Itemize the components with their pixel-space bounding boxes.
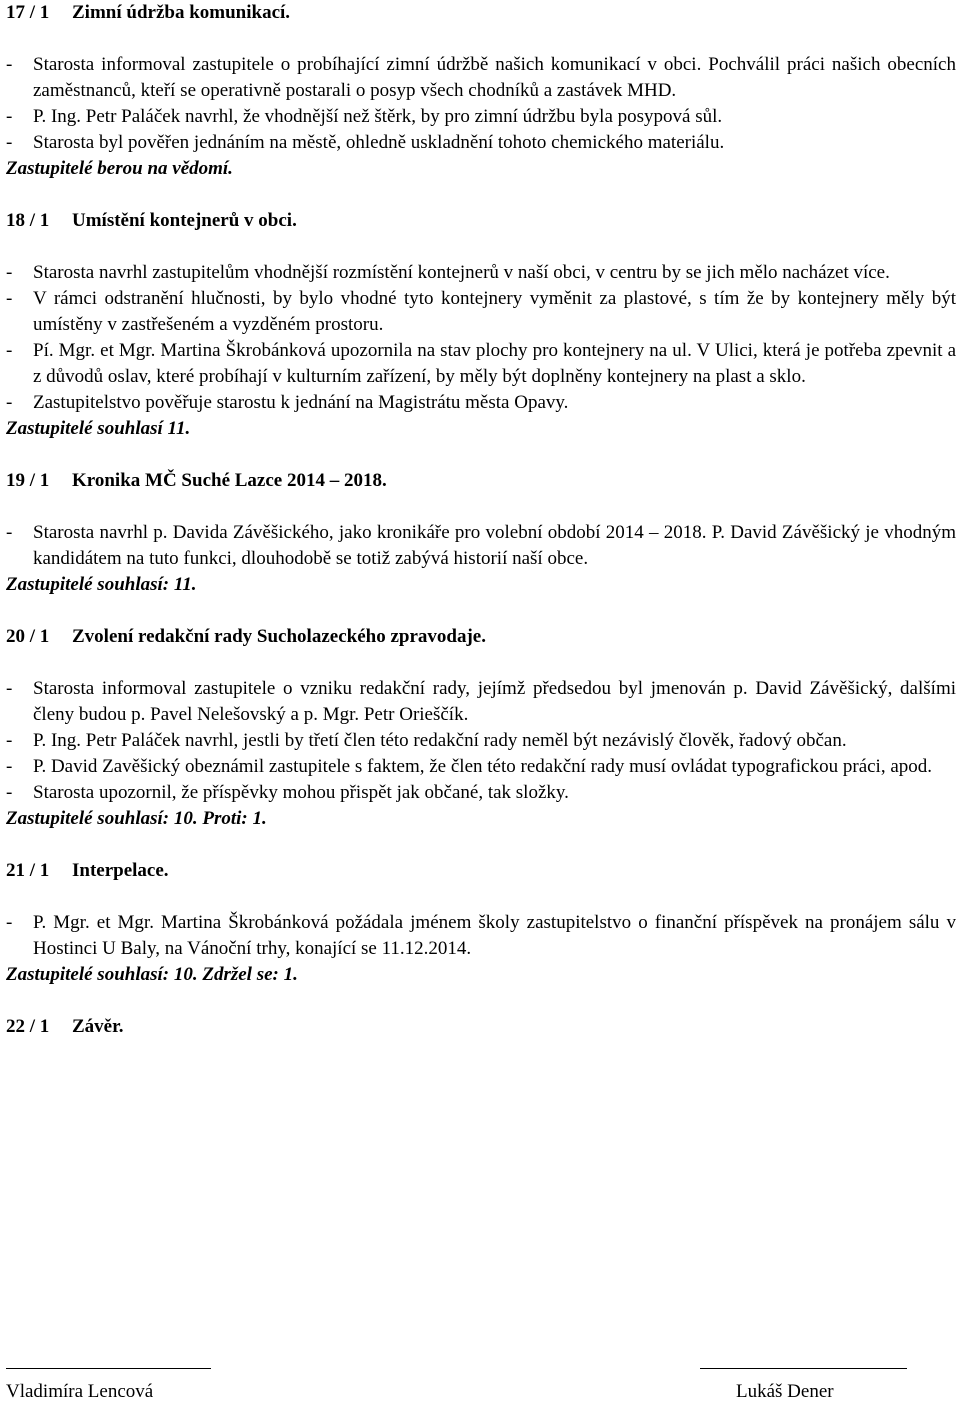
item-text: Starosta navrhl zastupitelům vhodnější rozmístění kontejnerů v naší obci, v centru by se jich mělo nacházet více. (33, 262, 890, 283)
bullet-dash: - (6, 340, 13, 361)
section-heading (6, 624, 956, 650)
item-text: V rámci odstranění hlučnosti, by bylo vhodné tyto kontejnery vyměnit za plastové, s tím že by kontejnery měly být umístěny v zastřešeném a vyzděném prostoru. (33, 288, 956, 335)
section-title: Umístění kontejnerů v obci. (72, 210, 297, 231)
bullet-dash: - (6, 756, 13, 777)
bullet-dash: - (6, 288, 13, 309)
list-item (6, 676, 956, 728)
section-title: Interpelace. (72, 860, 169, 881)
section-number: 21 / 1 (6, 860, 50, 881)
item-text: Starosta informoval zastupitele o vzniku redakční rady, jejímž předsedou byl jmenován p. David Závěšický, dalšími členy budou p. Pavel Nelešovský a p. Mgr. Petr Orieščík. (33, 678, 956, 725)
section-heading (6, 208, 956, 234)
bullet-dash: - (6, 912, 13, 933)
bullet-dash: - (6, 522, 13, 543)
section-20 (6, 624, 956, 832)
section-number: 22 / 1 (6, 1016, 50, 1037)
section-verdict: Zastupitelé souhlasí 11. (6, 418, 191, 439)
item-text: Starosta navrhl p. Davida Závěšického, jako kronikáře pro volební období 2014 – 2018. P. David Závěšický je vhodným kandidátem na tuto funkci, dlouhodobě se totiž zabývá historií naší obce. (33, 522, 956, 569)
section-verdict: Zastupitelé souhlasí: 10. Proti: 1. (6, 808, 267, 829)
item-text: P. Ing. Petr Paláček navrhl, že vhodnější než štěrk, by pro zimní údržbu byla posypová sůl. (33, 106, 723, 127)
section-number: 17 / 1 (6, 2, 50, 23)
signature-name: Lukáš Dener (736, 1381, 834, 1402)
section-heading (6, 0, 956, 26)
bullet-dash: - (6, 106, 13, 127)
section-number: 20 / 1 (6, 626, 50, 647)
signature-line (6, 1368, 211, 1369)
section-heading (6, 468, 956, 494)
list-item (6, 728, 956, 754)
item-text: Pí. Mgr. et Mgr. Martina Škrobánková upozornila na stav plochy pro kontejnery na ul. V Ulici, která je potřeba zpevnit a z důvodů oslav, které probíhají v kulturním zařízení, by měly být doplněny kontejnery na plast a sklo. (33, 340, 956, 387)
section-verdict: Zastupitelé souhlasí: 10. Zdržel se: 1. (6, 964, 298, 985)
bullet-dash: - (6, 782, 13, 803)
section-heading (6, 1014, 956, 1040)
list-item (6, 52, 956, 104)
bullet-dash: - (6, 54, 13, 75)
list-item (6, 910, 956, 962)
list-item (6, 754, 956, 780)
section-number: 18 / 1 (6, 210, 50, 231)
item-text: P. Mgr. et Mgr. Martina Škrobánková požádala jménem školy zastupitelstvo o finanční příspěvek na pronájem sálu v Hostinci U Baly, na Vánoční trhy, konající se 11.12.2014. (33, 912, 956, 959)
list-item (6, 390, 956, 416)
item-text: Zastupitelstvo pověřuje starostu k jednání na Magistrátu města Opavy. (33, 392, 569, 413)
section-17 (6, 0, 956, 182)
section-22 (6, 1014, 956, 1040)
signature-line (700, 1368, 907, 1369)
item-text: Starosta informoval zastupitele o probíhající zimní údržbě našich komunikací v obci. Pochválil práci našich obecních zaměstnanců, kteří se operativně postarali o posyp všech chodníků a zastávek MHD. (33, 54, 956, 101)
section-21 (6, 858, 956, 988)
signature-right (700, 1368, 930, 1405)
list-item (6, 338, 956, 390)
section-heading (6, 858, 956, 884)
section-verdict: Zastupitelé berou na vědomí. (6, 158, 233, 179)
bullet-dash: - (6, 730, 13, 751)
section-19 (6, 468, 956, 598)
list-item (6, 520, 956, 572)
bullet-dash: - (6, 132, 13, 153)
section-title: Zvolení redakční rady Sucholazeckého zpravodaje. (72, 626, 486, 647)
list-item (6, 780, 956, 806)
list-item (6, 286, 956, 338)
list-item (6, 130, 956, 156)
section-title: Kronika MČ Suché Lazce 2014 – 2018. (72, 470, 387, 491)
bullet-dash: - (6, 392, 13, 413)
section-title: Závěr. (72, 1016, 124, 1037)
section-verdict: Zastupitelé souhlasí: 11. (6, 574, 197, 595)
section-number: 19 / 1 (6, 470, 50, 491)
item-text: P. David Zavěšický obeznámil zastupitele s faktem, že člen této redakční rady musí ovládat typografickou práci, apod. (33, 756, 933, 777)
list-item (6, 260, 956, 286)
section-18 (6, 208, 956, 442)
signature-name: Vladimíra Lencová (6, 1381, 154, 1402)
signature-left (6, 1368, 236, 1405)
document-page (6, 0, 956, 1040)
item-text: Starosta upozornil, že příspěvky mohou přispět jak občané, tak složky. (33, 782, 569, 803)
bullet-dash: - (6, 678, 13, 699)
list-item (6, 104, 956, 130)
bullet-dash: - (6, 262, 13, 283)
section-title: Zimní údržba komunikací. (72, 2, 291, 23)
item-text: Starosta byl pověřen jednáním na městě, ohledně uskladnění tohoto chemického materiálu. (33, 132, 725, 153)
item-text: P. Ing. Petr Paláček navrhl, jestli by třetí člen této redakční rady neměl být nezávislý člověk, řadový občan. (33, 730, 847, 751)
